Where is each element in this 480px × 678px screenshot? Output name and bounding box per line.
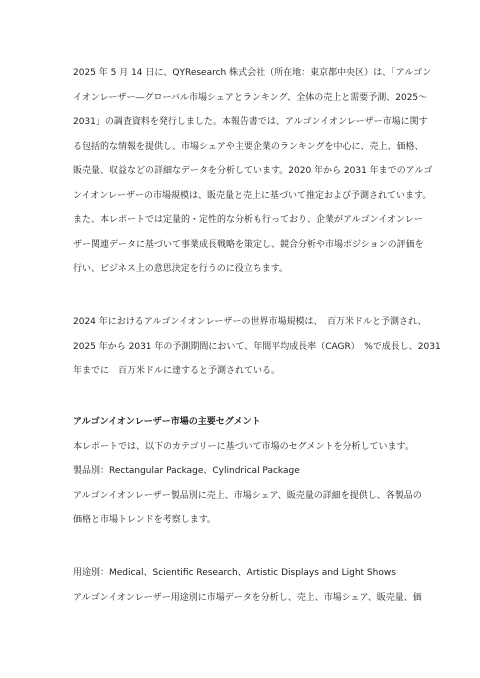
text-line: また、本レポートでは定量的・定性的な分析も行っており、企業がアルゴンイオンレー bbox=[73, 215, 423, 225]
text-line: ンイオンレーザーの市場規模は、販売量と売上に基づいて推定および予測されています。 bbox=[73, 190, 432, 201]
text-line: 本レポートでは、以下のカテゴリーに基づいて市場のセグメントを分析しています。 bbox=[73, 441, 414, 452]
text-line: 2025 年 5 月 14 日に、QYResearch 株式会社（所在地：東京都中央区）は、「アルゴン bbox=[73, 68, 432, 78]
text-line: アルゴンイオンレーザー製品別に売上、市場シェア、販売量の詳細を提供し、各製品の bbox=[73, 490, 422, 501]
text-line: 2025 年から 2031 年の予測期間において、年間平均成長率（CAGR） %で成長し、2031 bbox=[73, 341, 441, 352]
text-line: アルゴンイオンレーザー用途別に市場データを分析し、売上、市場シェア、販売量、価 bbox=[73, 592, 422, 603]
intro-paragraph bbox=[73, 61, 433, 282]
application-segment bbox=[73, 561, 422, 610]
text-line: イオンレーザー―グローバル市場シェアとランキング、全体の売上と需要予測、2025〜 bbox=[73, 92, 428, 103]
text-line: ザー関連データに基づいて事業成長戦略を策定し、競合分析や市場ポジションの評価を bbox=[73, 239, 424, 250]
text-line: 年までに 百万米ドルに達すると予測されている。 bbox=[73, 366, 281, 376]
text-line: 用途別：Medical、Scientific Research、Artistic Displays and Light Shows bbox=[73, 568, 396, 578]
text-line: 販売量、収益などの詳細なデータを分析しています。2020 年から 2031 年までのアルゴ bbox=[73, 166, 433, 176]
text-line: 価格と市場トレンドを考察します。 bbox=[73, 515, 217, 525]
text-line: る包括的な情報を提供し、市場シェアや主要企業のランキングを中心に、売上、価格、 bbox=[73, 141, 424, 152]
section-heading: アルゴンイオンレーザー市場の主要セグメント bbox=[73, 417, 261, 427]
segments-section bbox=[73, 410, 422, 533]
text-line: 2024 年におけるアルゴンイオンレーザーの世界市場規模は、 百万米ドルと予測され、 bbox=[73, 317, 427, 327]
text-line: 2031」の調査資料を発行しました。本報告書では、アルゴンイオンレーザー市場に関す bbox=[73, 117, 428, 127]
market-size-paragraph bbox=[73, 310, 441, 384]
text-line: 製品別：Rectangular Package、Cylindrical Package bbox=[73, 466, 300, 476]
text-line: 行い、ビジネス上の意思決定を行うのに役立ちます。 bbox=[73, 264, 289, 274]
